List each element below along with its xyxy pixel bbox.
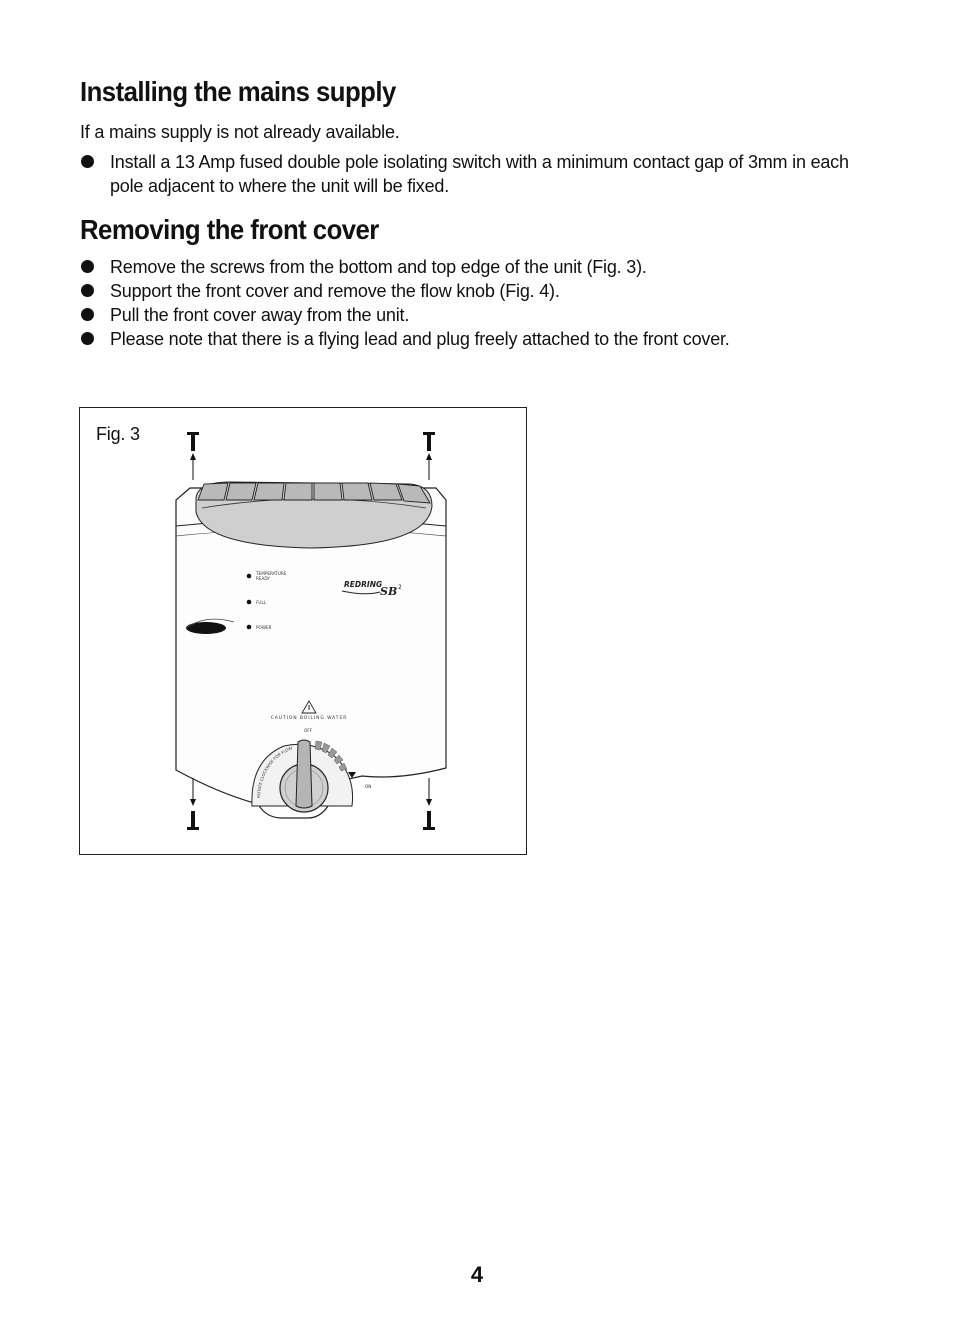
indicator-power-label: POWER (256, 625, 272, 630)
heading-front-cover: Removing the front cover (80, 214, 379, 245)
knob-grip (296, 740, 312, 808)
screw-icon (187, 811, 199, 830)
list-item: Please note that there is a flying lead and plug freely attached to the front cover. (80, 327, 880, 351)
bullet-icon (81, 332, 94, 345)
dial-arc-text: ROTATE CLOCKWISE FOR FLOW (255, 745, 293, 799)
heading-mains-supply: Installing the mains supply (80, 76, 396, 107)
figure-3-box (79, 407, 527, 855)
indicator-ready-label: READY (256, 576, 270, 581)
bullet-icon (81, 155, 94, 168)
svg-text:SB: SB (380, 585, 398, 598)
indicator-temperature-label: TEMPERATURE (256, 571, 287, 576)
bullet-icon (81, 308, 94, 321)
dial-on-label: ON (365, 784, 372, 789)
caution-text: CAUTION BOILING WATER (270, 716, 348, 721)
dial-off-label: OFF (303, 728, 313, 733)
screw-icon (423, 432, 435, 451)
water-heater-illustration (80, 408, 526, 854)
front-cover-bullet-list (80, 255, 880, 351)
power-button (186, 622, 226, 634)
page-number: 4 (470, 1262, 484, 1287)
bullet-icon (81, 284, 94, 297)
mains-bullet-list (80, 150, 880, 198)
intro-text: If a mains supply is not already available. (80, 122, 400, 142)
list-item: Remove the screws from the bottom and top edge of the unit (Fig. 3). (80, 255, 880, 279)
screw-icon (423, 811, 435, 830)
bullet-icon (81, 260, 94, 273)
indicator-full-label: FULL (256, 600, 267, 605)
list-item: Support the front cover and remove the flow knob (Fig. 4). (80, 279, 880, 303)
svg-text:2: 2 (398, 584, 402, 591)
screw-icon (187, 432, 199, 451)
list-item: Pull the front cover away from the unit. (80, 303, 880, 327)
svg-text:REDRING: REDRING (344, 580, 383, 589)
figure-label: Fig. 3 (96, 424, 140, 444)
list-item: Install a 13 Amp fused double pole isolating switch with a minimum contact gap of 3mm in each pole adjacent to where the unit will be fixed. (80, 150, 880, 198)
